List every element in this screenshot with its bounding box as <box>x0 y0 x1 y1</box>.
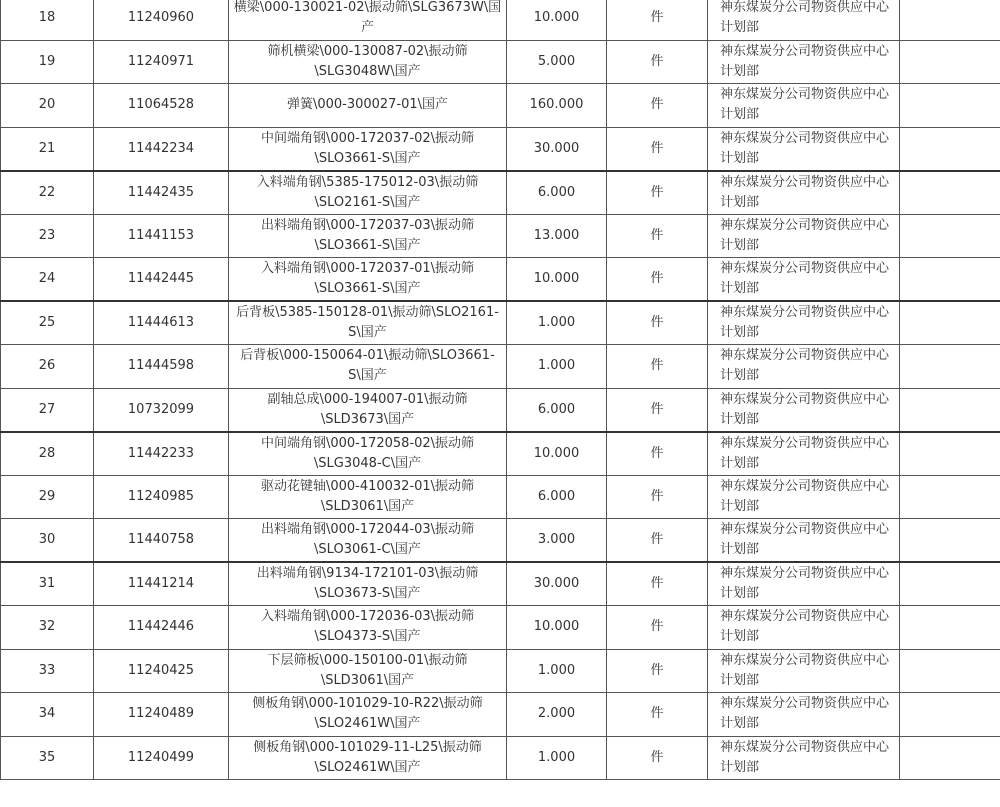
material-code: 11442446 <box>94 606 229 650</box>
material-description: 横梁\000-130021-02\振动筛\SLG3673W\国产 <box>229 0 507 40</box>
material-code: 11441214 <box>94 562 229 606</box>
material-code: 11240985 <box>94 475 229 519</box>
remarks-cell <box>900 736 1000 780</box>
row-number: 30 <box>1 519 94 563</box>
material-code: 11441153 <box>94 214 229 258</box>
material-code: 11064528 <box>94 84 229 128</box>
material-description: 出料端角钢\000-172037-03\振动筛\SLO3661-S\国产 <box>229 214 507 258</box>
remarks-cell <box>900 345 1000 389</box>
quantity: 6.000 <box>507 171 607 215</box>
material-code: 11240489 <box>94 693 229 737</box>
table-row <box>1 519 1000 563</box>
table-row <box>1 606 1000 650</box>
table-body <box>1 0 1000 780</box>
department: 神东煤炭分公司物资供应中心计划部 <box>708 127 900 171</box>
material-code: 11240971 <box>94 40 229 84</box>
quantity: 3.000 <box>507 519 607 563</box>
row-number: 23 <box>1 214 94 258</box>
material-description: 侧板角钢\000-101029-11-L25\振动筛\SLO2461W\国产 <box>229 736 507 780</box>
unit: 件 <box>607 562 708 606</box>
material-code: 11442435 <box>94 171 229 215</box>
remarks-cell <box>900 606 1000 650</box>
department: 神东煤炭分公司物资供应中心计划部 <box>708 432 900 476</box>
quantity: 6.000 <box>507 388 607 432</box>
remarks-cell <box>900 214 1000 258</box>
unit: 件 <box>607 432 708 476</box>
material-code: 11444613 <box>94 301 229 345</box>
material-description: 中间端角钢\000-172037-02\振动筛\SLO3661-S\国产 <box>229 127 507 171</box>
unit: 件 <box>607 649 708 693</box>
material-description: 后背板\000-150064-01\振动筛\SLO3661-S\国产 <box>229 345 507 389</box>
department: 神东煤炭分公司物资供应中心计划部 <box>708 214 900 258</box>
row-number: 22 <box>1 171 94 215</box>
department: 神东煤炭分公司物资供应中心计划部 <box>708 171 900 215</box>
unit: 件 <box>607 171 708 215</box>
material-code: 11240499 <box>94 736 229 780</box>
department: 神东煤炭分公司物资供应中心计划部 <box>708 562 900 606</box>
unit: 件 <box>607 606 708 650</box>
remarks-cell <box>900 84 1000 128</box>
table-row <box>1 432 1000 476</box>
unit: 件 <box>607 519 708 563</box>
table-row <box>1 258 1000 302</box>
material-code: 11440758 <box>94 519 229 563</box>
table-row <box>1 562 1000 606</box>
quantity: 1.000 <box>507 649 607 693</box>
remarks-cell <box>900 0 1000 40</box>
row-number: 34 <box>1 693 94 737</box>
table-row <box>1 649 1000 693</box>
remarks-cell <box>900 127 1000 171</box>
material-code: 11442233 <box>94 432 229 476</box>
quantity: 5.000 <box>507 40 607 84</box>
row-number: 35 <box>1 736 94 780</box>
table-row <box>1 84 1000 128</box>
material-description: 入料端角钢\000-172036-03\振动筛\SLO4373-S\国产 <box>229 606 507 650</box>
row-number: 28 <box>1 432 94 476</box>
department: 神东煤炭分公司物资供应中心计划部 <box>708 40 900 84</box>
material-description: 弹簧\000-300027-01\国产 <box>229 84 507 128</box>
department: 神东煤炭分公司物资供应中心计划部 <box>708 649 900 693</box>
row-number: 27 <box>1 388 94 432</box>
material-code: 11240960 <box>94 0 229 40</box>
quantity: 10.000 <box>507 258 607 302</box>
material-description: 副轴总成\000-194007-01\振动筛\SLD3673\国产 <box>229 388 507 432</box>
table-row <box>1 475 1000 519</box>
row-number: 31 <box>1 562 94 606</box>
material-description: 入料端角钢\000-172037-01\振动筛\SLO3661-S\国产 <box>229 258 507 302</box>
table-row <box>1 693 1000 737</box>
material-description: 入料端角钢\5385-175012-03\振动筛\SLO2161-S\国产 <box>229 171 507 215</box>
department: 神东煤炭分公司物资供应中心计划部 <box>708 606 900 650</box>
department: 神东煤炭分公司物资供应中心计划部 <box>708 693 900 737</box>
unit: 件 <box>607 475 708 519</box>
quantity: 10.000 <box>507 432 607 476</box>
table-row <box>1 40 1000 84</box>
quantity: 13.000 <box>507 214 607 258</box>
row-number: 20 <box>1 84 94 128</box>
unit: 件 <box>607 736 708 780</box>
department: 神东煤炭分公司物资供应中心计划部 <box>708 84 900 128</box>
table-row <box>1 301 1000 345</box>
unit: 件 <box>607 127 708 171</box>
row-number: 25 <box>1 301 94 345</box>
table-row <box>1 345 1000 389</box>
material-description: 下层筛板\000-150100-01\振动筛\SLD3061\国产 <box>229 649 507 693</box>
remarks-cell <box>900 519 1000 563</box>
table-row <box>1 127 1000 171</box>
department: 神东煤炭分公司物资供应中心计划部 <box>708 301 900 345</box>
table-row <box>1 171 1000 215</box>
remarks-cell <box>900 562 1000 606</box>
remarks-cell <box>900 40 1000 84</box>
department: 神东煤炭分公司物资供应中心计划部 <box>708 736 900 780</box>
quantity: 10.000 <box>507 0 607 40</box>
material-code: 11444598 <box>94 345 229 389</box>
material-description: 后背板\5385-150128-01\振动筛\SLO2161-S\国产 <box>229 301 507 345</box>
department: 神东煤炭分公司物资供应中心计划部 <box>708 0 900 40</box>
department: 神东煤炭分公司物资供应中心计划部 <box>708 258 900 302</box>
unit: 件 <box>607 0 708 40</box>
remarks-cell <box>900 388 1000 432</box>
table-row <box>1 388 1000 432</box>
table-row <box>1 736 1000 780</box>
quantity: 30.000 <box>507 562 607 606</box>
quantity: 10.000 <box>507 606 607 650</box>
department: 神东煤炭分公司物资供应中心计划部 <box>708 475 900 519</box>
quantity: 6.000 <box>507 475 607 519</box>
material-description: 出料端角钢\000-172044-03\振动筛\SLO3061-C\国产 <box>229 519 507 563</box>
remarks-cell <box>900 258 1000 302</box>
material-description: 出料端角钢\9134-172101-03\振动筛\SLO3673-S\国产 <box>229 562 507 606</box>
remarks-cell <box>900 693 1000 737</box>
row-number: 24 <box>1 258 94 302</box>
remarks-cell <box>900 432 1000 476</box>
row-number: 26 <box>1 345 94 389</box>
material-code: 11442445 <box>94 258 229 302</box>
unit: 件 <box>607 40 708 84</box>
row-number: 32 <box>1 606 94 650</box>
quantity: 2.000 <box>507 693 607 737</box>
row-number: 29 <box>1 475 94 519</box>
row-number: 19 <box>1 40 94 84</box>
material-code: 10732099 <box>94 388 229 432</box>
material-code: 11442234 <box>94 127 229 171</box>
material-code: 11240425 <box>94 649 229 693</box>
unit: 件 <box>607 345 708 389</box>
material-description: 中间端角钢\000-172058-02\振动筛\SLG3048-C\国产 <box>229 432 507 476</box>
material-description: 侧板角钢\000-101029-10-R22\振动筛\SLO2461W\国产 <box>229 693 507 737</box>
remarks-cell <box>900 475 1000 519</box>
quantity: 1.000 <box>507 345 607 389</box>
department: 神东煤炭分公司物资供应中心计划部 <box>708 345 900 389</box>
material-description: 驱动花键轴\000-410032-01\振动筛\SLD3061\国产 <box>229 475 507 519</box>
unit: 件 <box>607 214 708 258</box>
table-row <box>1 214 1000 258</box>
unit: 件 <box>607 693 708 737</box>
remarks-cell <box>900 649 1000 693</box>
material-description: 筛机横梁\000-130087-02\振动筛\SLG3048W\国产 <box>229 40 507 84</box>
quantity: 160.000 <box>507 84 607 128</box>
row-number: 21 <box>1 127 94 171</box>
department: 神东煤炭分公司物资供应中心计划部 <box>708 388 900 432</box>
quantity: 1.000 <box>507 736 607 780</box>
unit: 件 <box>607 388 708 432</box>
unit: 件 <box>607 301 708 345</box>
row-number: 18 <box>1 0 94 40</box>
table-row <box>1 0 1000 40</box>
row-number: 33 <box>1 649 94 693</box>
quantity: 1.000 <box>507 301 607 345</box>
remarks-cell <box>900 171 1000 215</box>
quantity: 30.000 <box>507 127 607 171</box>
unit: 件 <box>607 258 708 302</box>
department: 神东煤炭分公司物资供应中心计划部 <box>708 519 900 563</box>
unit: 件 <box>607 84 708 128</box>
remarks-cell <box>900 301 1000 345</box>
